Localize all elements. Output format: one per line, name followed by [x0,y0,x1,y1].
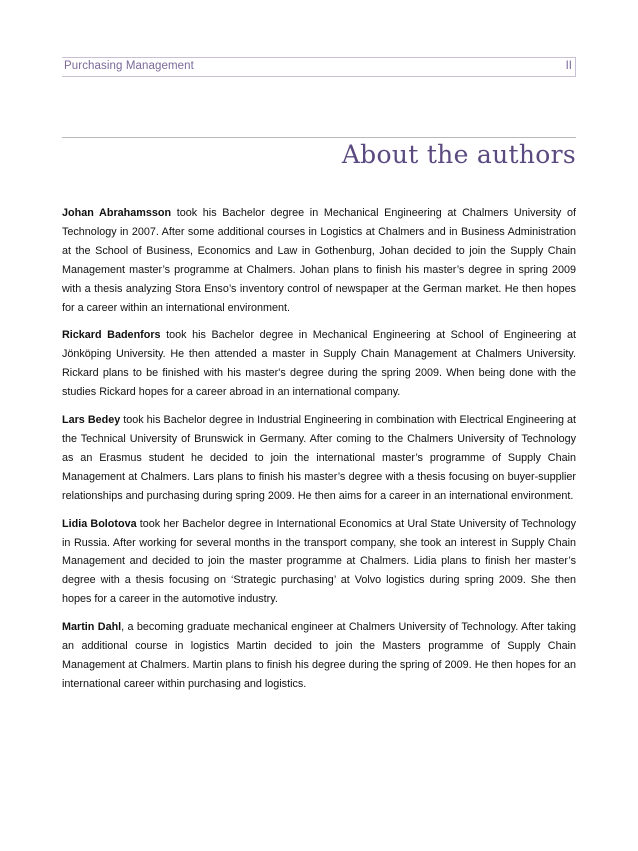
section-title: About the authors [341,140,576,169]
author-paragraph [62,411,576,506]
author-bio: took his Bachelor degree in Mechanical Engineering at Chalmers University of Technology in 2007. After some additional courses in Logistics at Chalmers and in Business Administration at the School of Business, Economics and Law in Gothenburg, Johan decided to join the Supply Chain Management master’s programme at Chalmers. Johan plans to finish his master’s degree in spring 2009 with a thesis analyzing Stora Enso’s inventory control of newspaper at the German market. He then hopes for a career within an international environment. [62,207,576,314]
author-name: Lars Bedey [62,414,121,427]
author-name: Martin Dahl [62,621,122,634]
author-paragraph [62,618,576,694]
header-title: Purchasing Management [64,60,194,72]
author-name: Lidia Bolotova [62,517,137,530]
title-divider [62,137,576,138]
author-name: Johan Abrahamsson [62,207,172,219]
page-header [62,57,576,77]
page-number: II [565,60,572,72]
author-bio: , a becoming graduate mechanical engineer at Chalmers University of Technology. After taking an additional course in logistics Martin decided to join the Masters programme of Supply Chain Management at Chalmers. Martin plans to finish his degree during the spring of 2009. He then hopes for an international career within purchasing and logistics. [62,621,576,690]
author-bio: took her Bachelor degree in International Economics at Ural State University of Technology in Russia. After working for several months in the transport company, she took an interest in Supply Chain Management and decided to join the master programme at Chalmers. Lidia plans to finish her master’s degree with a thesis focusing on ‘Strategic purchasing’ at Volvo logistics during spring 2009. She then hopes for a career in the automotive industry. [62,517,576,606]
author-name: Rickard Badenfors [62,329,161,342]
author-paragraph [62,515,576,610]
author-bio: took his Bachelor degree in Mechanical Engineering at School of Engineering at Jönköping University. He then attended a master in Supply Chain Management at Chalmers University. Rickard plans to be finished with his master's degree during the spring 2009. When being done with the studies Rickard hopes for a career abroad in an international company. [62,329,576,399]
authors-content [62,204,576,703]
author-bio: took his Bachelor degree in Industrial Engineering in combination with Electrical Engineering at the Technical University of Brunswick in Germany. After coming to the Chalmers University of Technology as an Erasmus student he decided to join the international master’s programme of Supply Chain Management at Chalmers. Lars plans to finish his master’s degree with a thesis focusing on buyer-supplier relationships and purchasing during spring 2009. He then aims for a career in an international environment. [62,414,576,502]
author-paragraph [62,204,576,317]
author-paragraph [62,326,576,402]
